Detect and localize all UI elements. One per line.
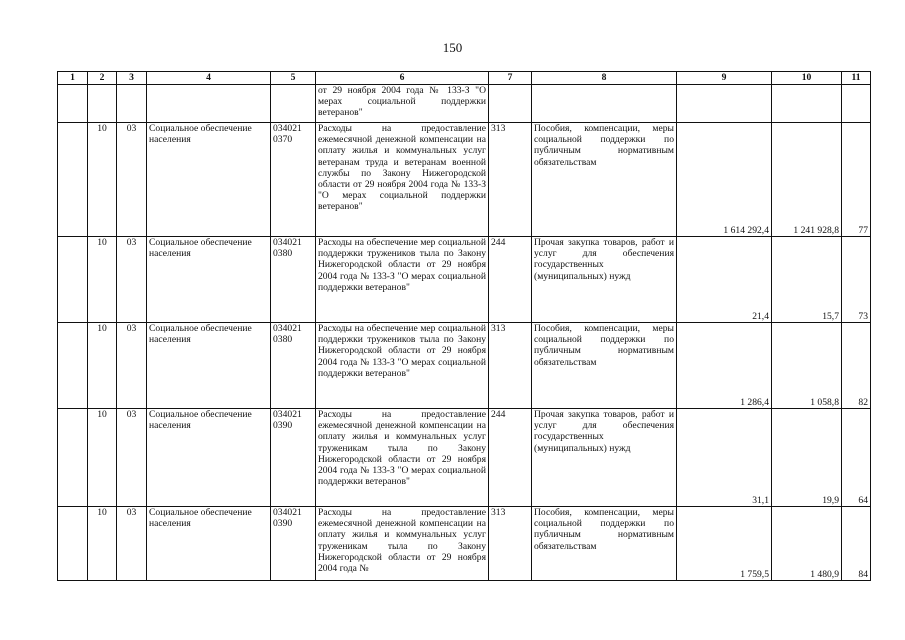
column-header: 8 [532,72,677,85]
cell-section: 10 [88,123,117,237]
cell-planned-amount: 21,4 [677,237,772,323]
cell-actual-amount: 15,7 [772,237,842,323]
cell-expense-description: Расходы на предоставление ежемесячной денежной компенсации на оплату жилья и коммунальных услуг труженикам тыла по Закону Нижегородской области от 29 ноября 2004 года № 133-З "О мерах социальной поддержки ветеранов" [316,409,489,507]
cell-target-code: 034021 0380 [271,323,316,409]
budget-table [57,71,871,581]
cell-expense-description: от 29 ноября 2004 года № 133-З "О мерах социальной поддержки ветеранов" [316,85,489,123]
table-row [58,123,871,237]
cell-section-name: Социальное обеспечение населения [147,323,271,409]
cell-expense-type-code: 244 [489,237,532,323]
cell-target-code: 034021 0380 [271,237,316,323]
cell-expense-type-name: Пособия, компенсации, меры социальной поддержки по публичным нормативным обязательствам [532,123,677,237]
cell-expense-type-name: Пособия, компенсации, меры социальной поддержки по публичным нормативным обязательствам [532,323,677,409]
cell-section-name [147,85,271,123]
cell-actual-amount [772,85,842,123]
cell-percent: 82 [842,323,871,409]
column-header: 4 [147,72,271,85]
column-header: 3 [117,72,147,85]
cell-target-code: 034021 0390 [271,507,316,581]
cell-col1 [58,323,88,409]
cell-section: 10 [88,323,117,409]
cell-section: 10 [88,409,117,507]
cell-expense-description: Расходы на обеспечение мер социальной поддержки тружеников тыла по Закону Нижегородской области от 29 ноября 2004 года № 133-З "О мерах социальной поддержки ветеранов" [316,237,489,323]
cell-expense-type-code: 313 [489,507,532,581]
cell-percent: 64 [842,409,871,507]
cell-section [88,85,117,123]
cell-col1 [58,409,88,507]
cell-actual-amount: 1 241 928,8 [772,123,842,237]
cell-percent [842,85,871,123]
cell-col1 [58,123,88,237]
table-row [58,85,871,123]
cell-percent: 84 [842,507,871,581]
column-header: 5 [271,72,316,85]
cell-section-name: Социальное обеспечение населения [147,123,271,237]
column-header: 1 [58,72,88,85]
column-header: 11 [842,72,871,85]
cell-subsection: 03 [117,237,147,323]
cell-subsection: 03 [117,123,147,237]
cell-expense-type-code: 244 [489,409,532,507]
cell-expense-type-code [489,85,532,123]
table-row [58,237,871,323]
cell-section-name: Социальное обеспечение населения [147,507,271,581]
cell-subsection: 03 [117,507,147,581]
table-row [58,409,871,507]
cell-expense-type-name [532,85,677,123]
cell-col1 [58,507,88,581]
cell-section-name: Социальное обеспечение населения [147,237,271,323]
cell-subsection [117,85,147,123]
cell-expense-type-name: Прочая закупка товаров, работ и услуг для обеспечения государственных (муниципальных) нужд [532,409,677,507]
cell-expense-type-code: 313 [489,323,532,409]
cell-section: 10 [88,237,117,323]
cell-section-name: Социальное обеспечение населения [147,409,271,507]
cell-planned-amount [677,85,772,123]
table-row [58,323,871,409]
cell-expense-type-name: Прочая закупка товаров, работ и услуг для обеспечения государственных (муниципальных) нужд [532,237,677,323]
cell-target-code [271,85,316,123]
cell-expense-description: Расходы на предоставление ежемесячной денежной компенсации на оплату жилья и коммунальных услуг труженикам тыла по Закону Нижегородской области от 29 ноября 2004 года № [316,507,489,581]
cell-subsection: 03 [117,409,147,507]
cell-expense-type-name: Пособия, компенсации, меры социальной поддержки по публичным нормативным обязательствам [532,507,677,581]
cell-col1 [58,237,88,323]
cell-percent: 77 [842,123,871,237]
cell-subsection: 03 [117,323,147,409]
page-number: 150 [442,40,463,55]
cell-planned-amount: 31,1 [677,409,772,507]
cell-actual-amount: 19,9 [772,409,842,507]
column-header: 7 [489,72,532,85]
cell-expense-description: Расходы на предоставление ежемесячной денежной компенсации на оплату жилья и коммунальных услуг ветеранам труда и ветеранам военной службы по Закону Нижегородской области от 29 ноября 2004 года № 133-З "О мерах социальной поддержки ветеранов" [316,123,489,237]
cell-expense-description: Расходы на обеспечение мер социальной поддержки тружеников тыла по Закону Нижегородской области от 29 ноября 2004 года № 133-З "О мерах социальной поддержки ветеранов" [316,323,489,409]
table-row [58,507,871,581]
cell-target-code: 034021 0370 [271,123,316,237]
cell-actual-amount: 1 480,9 [772,507,842,581]
column-header: 9 [677,72,772,85]
cell-actual-amount: 1 058,8 [772,323,842,409]
cell-target-code: 034021 0390 [271,409,316,507]
cell-planned-amount: 1 759,5 [677,507,772,581]
column-header: 10 [772,72,842,85]
cell-planned-amount: 1 614 292,4 [677,123,772,237]
cell-planned-amount: 1 286,4 [677,323,772,409]
cell-section: 10 [88,507,117,581]
column-header: 2 [88,72,117,85]
cell-col1 [58,85,88,123]
column-header: 6 [316,72,489,85]
header-row [58,72,871,85]
cell-percent: 73 [842,237,871,323]
cell-expense-type-code: 313 [489,123,532,237]
